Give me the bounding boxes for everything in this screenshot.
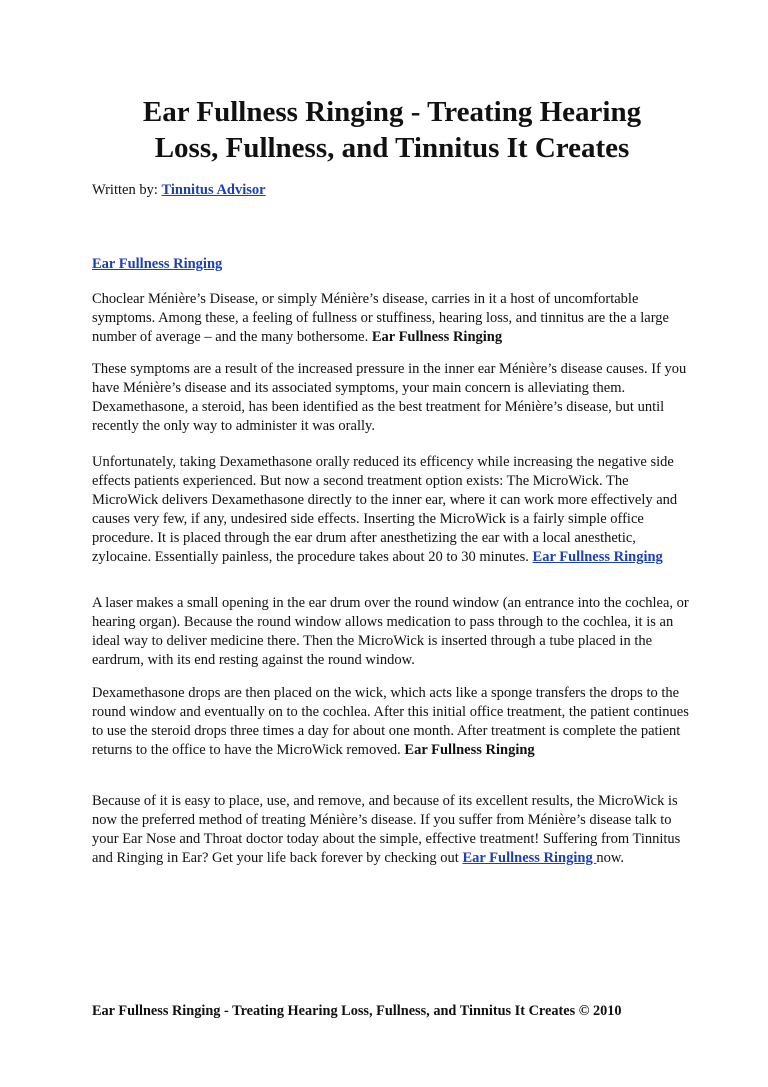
section-heading-link[interactable]: Ear Fullness Ringing — [92, 256, 223, 272]
paragraph-2 — [92, 360, 692, 436]
paragraph-4 — [92, 594, 692, 670]
paragraph-6 — [92, 792, 692, 868]
paragraph-3 — [92, 453, 692, 567]
title-line-2: Loss, Fullness, and Tinnitus It Creates — [154, 132, 630, 164]
author-link[interactable]: Tinnitus Advisor — [161, 182, 266, 198]
paragraph-5-keyword: Ear Fullness Ringing — [404, 742, 535, 758]
paragraph-2-text: These symptoms are a result of the increased pressure in the inner ear Ménière’s disease causes. If you have Ménière’s disease and its associated symptoms, your main concern is alleviating them. Dexamethasone, a steroid, has been identified as the best treatment for Ménière’s disease, but until recently the only way to administer it was orally. — [92, 361, 687, 434]
byline-label: Written by: — [92, 182, 158, 198]
paragraph-5-text: Dexamethasone drops are then placed on the wick, which acts like a sponge transfers the drops to the round window and eventually on to the cochlea. After this initial office treatment, the patient continues to use the steroid drops three times a day for about one month. After treatment is complete the patient returns to the office to have the MicroWick removed. — [92, 685, 689, 758]
paragraph-3-link[interactable]: Ear Fullness Ringing — [532, 549, 663, 565]
paragraph-4-text: A laser makes a small opening in the ear drum over the round window (an entrance into the cochlea, or hearing organ). Because the round window allows medication to pass through to the cochlea, it is an ideal way to deliver medicine there. Then the MicroWick is inserted through a tube placed in the eardrum, with its end resting against the round window. — [92, 595, 689, 668]
paragraph-1-text: Choclear Ménière’s Disease, or simply Ménière’s disease, carries in it a host of uncomfortable symptoms. Among these, a feeling of fullness or stuffiness, hearing loss, and tinnitus are the a large number of average – and the many bothersome. — [92, 291, 669, 345]
paragraph-1-keyword: Ear Fullness Ringing — [371, 329, 503, 345]
paragraph-6-tail: now. — [596, 850, 624, 866]
paragraph-6-text: Because of it is easy to place, use, and remove, and because of its excellent results, the MicroWick is now the preferred method of treating Ménière’s disease. If you suffer from Ménière’s disease talk to your Ear Nose and Throat doctor today about the simple, effective treatment! Suffering from Tinnitus and Ringing in Ear? Get your life back forever by checking out — [92, 793, 681, 866]
page-title — [92, 94, 692, 166]
byline — [92, 181, 266, 200]
title-line-1: Ear Fullness Ringing - Treating Hearing — [142, 96, 642, 128]
paragraph-5 — [92, 684, 692, 760]
paragraph-3-text: Unfortunately, taking Dexamethasone orally reduced its efficency while increasing the negative side effects patients experienced. But now a second treatment option exists: The MicroWick. The MicroWick delivers Dexamethasone directly to the inner ear, where it can work more effectively and causes very few, if any, undesired side effects. Inserting the MicroWick is a fairly simple office procedure. It is placed through the ear drum after anesthetizing the ear with a local anesthetic, zylocaine. Essentially painless, the procedure takes about 20 to 30 minutes. — [92, 454, 678, 565]
paragraph-6-link[interactable]: Ear Fullness Ringing — [462, 850, 597, 866]
page-footer: Ear Fullness Ringing - Treating Hearing Loss, Fullness, and Tinnitus It Creates © 2010 — [92, 1003, 622, 1019]
paragraph-1 — [92, 290, 692, 347]
